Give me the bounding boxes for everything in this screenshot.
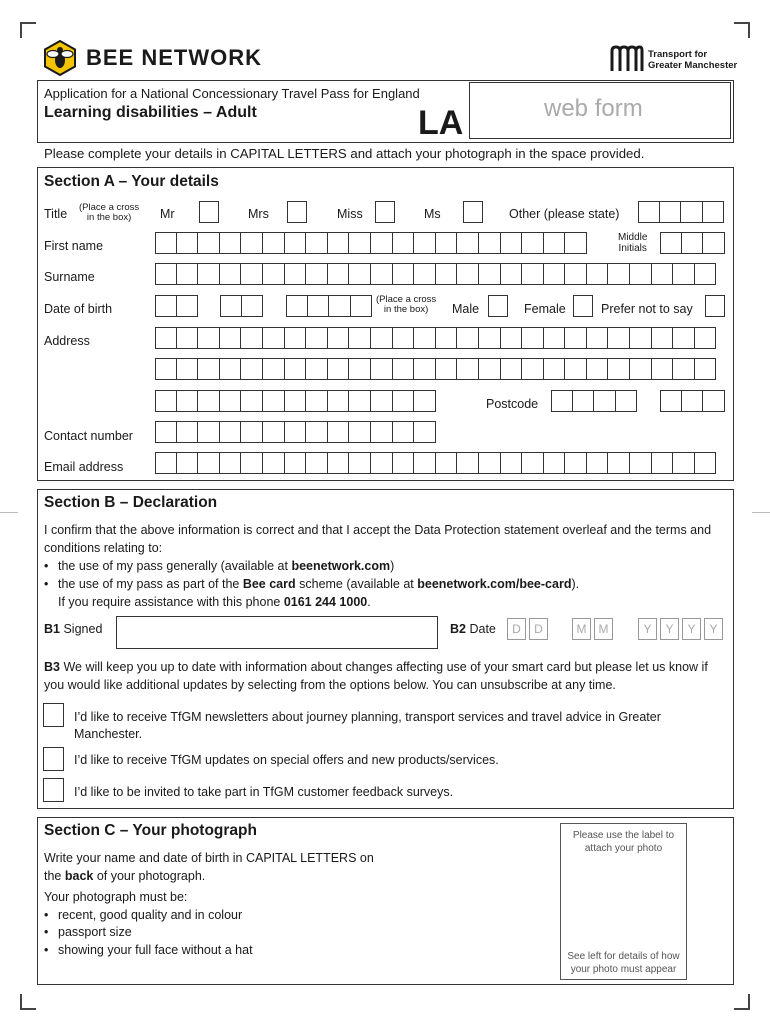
char-cell[interactable]	[638, 201, 660, 223]
char-cell[interactable]	[414, 421, 436, 443]
bullet1-post: )	[390, 559, 395, 573]
signature-field[interactable]	[116, 616, 438, 649]
char-cell[interactable]	[241, 452, 263, 474]
char-cell[interactable]	[306, 232, 328, 254]
char-cell[interactable]	[652, 452, 674, 474]
tfgm-line1: Transport for	[648, 49, 708, 60]
char-cell[interactable]	[155, 390, 177, 412]
address-line3-field[interactable]	[155, 390, 436, 412]
char-cell[interactable]	[285, 232, 307, 254]
char-cell[interactable]	[349, 263, 371, 285]
photo-requirements	[44, 889, 253, 959]
char-cell[interactable]	[544, 232, 566, 254]
bullet2-pre: the use of my pass as part of the	[58, 577, 243, 591]
gender-note: (Place a cross in the box)	[376, 294, 437, 315]
char-cell[interactable]	[308, 295, 330, 317]
char-cell[interactable]	[241, 327, 263, 349]
char-cell[interactable]	[198, 452, 220, 474]
char-cell[interactable]	[551, 390, 573, 412]
char-cell[interactable]	[414, 452, 436, 474]
char-cell[interactable]	[328, 421, 350, 443]
gender-prefer-not-label: Prefer not to say	[601, 302, 693, 316]
char-cell[interactable]	[608, 358, 630, 380]
char-cell[interactable]	[673, 358, 695, 380]
char-cell[interactable]	[155, 295, 177, 317]
form-subtitle: Application for a National Concessionary Travel Pass for England	[44, 86, 420, 101]
date-year-4[interactable]: Y	[704, 618, 723, 640]
char-cell[interactable]	[198, 390, 220, 412]
char-cell[interactable]	[371, 452, 393, 474]
char-cell[interactable]	[479, 358, 501, 380]
dob-label: Date of birth	[44, 302, 113, 316]
photo-instructions	[44, 849, 389, 885]
gender-prefer-not-checkbox[interactable]	[705, 295, 725, 317]
char-cell[interactable]	[703, 232, 725, 254]
char-cell[interactable]	[630, 327, 652, 349]
fold-mark-right	[752, 512, 770, 513]
char-cell[interactable]	[349, 327, 371, 349]
char-cell[interactable]	[285, 263, 307, 285]
tfgm-logo	[610, 45, 644, 76]
char-cell[interactable]	[220, 232, 242, 254]
bullet1-pre: the use of my pass generally (available at	[58, 559, 292, 573]
postcode-inward-field[interactable]	[660, 390, 725, 412]
b3-body: We will keep you up to date with information about changes affecting use of your smart card but please let us know if you would like additional updates by selecting from the options below. You can unsubscribe at any time.	[44, 660, 708, 692]
char-cell[interactable]	[565, 232, 587, 254]
char-cell[interactable]	[241, 232, 263, 254]
web-form-label: web form	[544, 95, 643, 122]
gender-male-checkbox[interactable]	[488, 295, 508, 317]
char-cell[interactable]	[328, 390, 350, 412]
assist-pre: If you require assistance with this phone	[58, 595, 284, 609]
char-cell[interactable]	[608, 327, 630, 349]
contact-number-field[interactable]	[155, 421, 436, 443]
char-cell[interactable]	[695, 452, 717, 474]
char-cell[interactable]	[630, 358, 652, 380]
char-cell[interactable]	[587, 452, 609, 474]
char-cell[interactable]	[285, 327, 307, 349]
char-cell[interactable]	[306, 358, 328, 380]
title-mrs-label: Mrs	[248, 207, 269, 221]
offers-checkbox[interactable]	[43, 747, 64, 771]
char-cell[interactable]	[306, 452, 328, 474]
char-cell[interactable]	[393, 232, 415, 254]
char-cell[interactable]	[177, 263, 199, 285]
surveys-checkbox[interactable]	[43, 778, 64, 802]
char-cell[interactable]	[371, 327, 393, 349]
char-cell[interactable]	[652, 358, 674, 380]
form-code: LA	[418, 104, 464, 142]
char-cell[interactable]	[501, 358, 523, 380]
char-cell[interactable]	[285, 452, 307, 474]
char-cell[interactable]	[349, 232, 371, 254]
char-cell[interactable]	[349, 390, 371, 412]
char-cell[interactable]	[544, 358, 566, 380]
char-cell[interactable]	[673, 263, 695, 285]
char-cell[interactable]	[703, 201, 725, 223]
char-cell[interactable]	[673, 327, 695, 349]
section-c-heading: Section C – Your photograph	[44, 822, 257, 839]
char-cell[interactable]	[328, 232, 350, 254]
char-cell[interactable]	[351, 295, 373, 317]
char-cell[interactable]	[263, 421, 285, 443]
char-cell[interactable]	[544, 452, 566, 474]
char-cell[interactable]	[263, 358, 285, 380]
char-cell[interactable]	[457, 452, 479, 474]
char-cell[interactable]	[660, 201, 682, 223]
date-day-2[interactable]: D	[529, 618, 548, 640]
photo-intro-pre: Write your name and date of birth in CAPITAL LETTERS on the	[44, 851, 374, 883]
date-year-2[interactable]: Y	[660, 618, 679, 640]
char-cell[interactable]	[682, 232, 704, 254]
char-cell[interactable]	[241, 390, 263, 412]
char-cell[interactable]	[286, 295, 308, 317]
title-mr-label: Mr	[160, 207, 175, 221]
char-cell[interactable]	[587, 327, 609, 349]
photo-intro-bold: back	[64, 869, 94, 883]
char-cell[interactable]	[371, 390, 393, 412]
char-cell[interactable]	[241, 421, 263, 443]
char-cell[interactable]	[457, 232, 479, 254]
contact-number-label: Contact number	[44, 429, 133, 443]
b2-date-label	[450, 622, 496, 636]
char-cell[interactable]	[306, 327, 328, 349]
char-cell[interactable]	[436, 452, 458, 474]
email-label: Email address	[44, 460, 124, 474]
char-cell[interactable]	[587, 263, 609, 285]
title-ms-label: Ms	[424, 207, 441, 221]
char-cell[interactable]	[660, 232, 682, 254]
b3-text	[44, 658, 728, 694]
char-cell[interactable]	[457, 358, 479, 380]
char-cell[interactable]	[241, 263, 263, 285]
b1-text: Signed	[63, 622, 103, 636]
char-cell[interactable]	[285, 358, 307, 380]
char-cell[interactable]	[328, 327, 350, 349]
email-field[interactable]	[155, 452, 716, 474]
title-ms-checkbox[interactable]	[463, 201, 483, 223]
char-cell[interactable]	[263, 263, 285, 285]
char-cell[interactable]	[436, 232, 458, 254]
crop-mark-br	[734, 994, 750, 1010]
char-cell[interactable]	[587, 358, 609, 380]
bee-logo	[43, 40, 77, 79]
char-cell[interactable]	[660, 390, 682, 412]
char-cell[interactable]	[501, 263, 523, 285]
char-cell[interactable]	[695, 327, 717, 349]
gender-female-checkbox[interactable]	[573, 295, 593, 317]
char-cell[interactable]	[457, 263, 479, 285]
char-cell[interactable]	[242, 295, 264, 317]
newsletter-checkbox[interactable]	[43, 703, 64, 727]
date-month-1[interactable]: M	[572, 618, 591, 640]
char-cell[interactable]	[220, 390, 242, 412]
fold-mark-left	[0, 512, 18, 513]
char-cell[interactable]	[652, 263, 674, 285]
bullet2-mid: scheme (available at	[295, 577, 418, 591]
middle-initials-field[interactable]	[660, 232, 725, 254]
char-cell[interactable]	[436, 327, 458, 349]
char-cell[interactable]	[594, 390, 616, 412]
char-cell[interactable]	[220, 421, 242, 443]
char-cell[interactable]	[220, 295, 242, 317]
char-cell[interactable]	[522, 327, 544, 349]
gender-female-label: Female	[524, 302, 566, 316]
bee-card-term: Bee card	[242, 577, 296, 591]
char-cell[interactable]	[479, 232, 501, 254]
char-cell[interactable]	[544, 263, 566, 285]
char-cell[interactable]	[328, 452, 350, 474]
beenetwork-link[interactable]: beenetwork.com	[291, 559, 391, 573]
char-cell[interactable]	[630, 263, 652, 285]
char-cell[interactable]	[198, 358, 220, 380]
surveys-label: I’d like to be invited to take part in TfGM customer feedback surveys.	[74, 785, 454, 799]
b1-signed-label	[44, 622, 102, 636]
dob-year-field[interactable]	[286, 295, 372, 317]
char-cell[interactable]	[198, 327, 220, 349]
char-cell[interactable]	[177, 421, 199, 443]
b2-text: Date	[469, 622, 496, 636]
char-cell[interactable]	[501, 232, 523, 254]
char-cell[interactable]	[608, 263, 630, 285]
char-cell[interactable]	[573, 390, 595, 412]
char-cell[interactable]	[393, 327, 415, 349]
char-cell[interactable]	[393, 452, 415, 474]
char-cell[interactable]	[501, 452, 523, 474]
char-cell[interactable]	[544, 327, 566, 349]
char-cell[interactable]	[414, 232, 436, 254]
char-cell[interactable]	[414, 390, 436, 412]
char-cell[interactable]	[393, 358, 415, 380]
char-cell[interactable]	[263, 452, 285, 474]
char-cell[interactable]	[565, 358, 587, 380]
b1-code: B1	[44, 622, 60, 636]
tfgm-icon	[610, 45, 644, 73]
char-cell[interactable]	[695, 263, 717, 285]
first-name-label: First name	[44, 239, 104, 253]
photo-bullets	[44, 907, 253, 960]
char-cell[interactable]	[155, 452, 177, 474]
char-cell[interactable]	[630, 452, 652, 474]
char-cell[interactable]	[393, 390, 415, 412]
char-cell[interactable]	[436, 358, 458, 380]
b3-code: B3	[44, 660, 60, 674]
crop-mark-tr	[734, 22, 750, 38]
char-cell[interactable]	[479, 263, 501, 285]
char-cell[interactable]	[695, 358, 717, 380]
section-b-heading: Section B – Declaration	[44, 494, 218, 511]
capitals-instruction: Please complete your details in CAPITAL LETTERS and attach your photograph in the space provided.	[44, 146, 645, 161]
bee-card-link[interactable]: beenetwork.com/bee-card	[417, 577, 572, 591]
dob-month-field[interactable]	[220, 295, 263, 317]
char-cell[interactable]	[177, 327, 199, 349]
char-cell[interactable]	[479, 452, 501, 474]
surname-field[interactable]	[155, 263, 716, 285]
char-cell[interactable]	[608, 452, 630, 474]
char-cell[interactable]	[177, 232, 199, 254]
photo-must-be: Your photograph must be:	[44, 890, 188, 904]
char-cell[interactable]	[328, 263, 350, 285]
brand-name: BEE NETWORK	[86, 45, 262, 70]
gender-male-label: Male	[452, 302, 480, 316]
photo-bullet-1: • recent, good quality and in colour	[44, 907, 253, 925]
char-cell[interactable]	[565, 452, 587, 474]
title-other-label: Other (please state)	[509, 207, 620, 221]
newsletter-label: I’d like to receive TfGM newsletters about journey planning, transport services and travel advice in Greater Manchester.	[74, 710, 661, 741]
title-miss-label: Miss	[337, 207, 363, 221]
crop-mark-bl	[20, 994, 36, 1010]
dob-day-field[interactable]	[155, 295, 198, 317]
postcode-label: Postcode	[486, 397, 539, 411]
title-label: Title	[44, 207, 68, 221]
address-line1-field[interactable]	[155, 327, 716, 349]
char-cell[interactable]	[414, 358, 436, 380]
address-line2-field[interactable]	[155, 358, 716, 380]
photo-label-bottom: See left for details of how your photo must appear	[567, 951, 680, 975]
assist-post: .	[367, 595, 371, 609]
char-cell[interactable]	[393, 263, 415, 285]
title-mrs-checkbox[interactable]	[287, 201, 307, 223]
char-cell[interactable]	[220, 327, 242, 349]
bullet2-post: ).	[571, 577, 580, 591]
form-title: Learning disabilities – Adult	[44, 104, 257, 121]
char-cell[interactable]	[263, 232, 285, 254]
title-mr-checkbox[interactable]	[199, 201, 219, 223]
char-cell[interactable]	[393, 421, 415, 443]
first-name-field[interactable]	[155, 232, 587, 254]
photo-bullet-2: • passport size	[44, 924, 253, 942]
declaration-bullets	[44, 557, 724, 593]
date-day-1[interactable]: D	[507, 618, 526, 640]
char-cell[interactable]	[703, 390, 725, 412]
char-cell[interactable]	[177, 295, 199, 317]
char-cell[interactable]	[414, 263, 436, 285]
tfgm-line2: Greater Manchester	[648, 60, 738, 71]
char-cell[interactable]	[349, 358, 371, 380]
char-cell[interactable]	[673, 452, 695, 474]
photo-bullet-3: • showing your full face without a hat	[44, 942, 253, 960]
char-cell[interactable]	[306, 390, 328, 412]
char-cell[interactable]	[652, 327, 674, 349]
assistance-line	[44, 593, 724, 611]
char-cell[interactable]	[414, 327, 436, 349]
declaration-intro: I confirm that the above information is correct and that I accept the Data Protection statement overleaf and the terms and conditions relating to:	[44, 523, 712, 555]
char-cell[interactable]	[329, 295, 351, 317]
char-cell[interactable]	[263, 327, 285, 349]
date-month-2[interactable]: M	[594, 618, 613, 640]
char-cell[interactable]	[306, 263, 328, 285]
offers-label: I’d like to receive TfGM updates on special offers and new products/services.	[74, 753, 499, 767]
char-cell[interactable]	[198, 421, 220, 443]
declaration-text	[44, 521, 724, 611]
char-cell[interactable]	[155, 232, 177, 254]
char-cell[interactable]	[616, 390, 638, 412]
date-year-1[interactable]: Y	[638, 618, 657, 640]
char-cell[interactable]	[177, 452, 199, 474]
title-note: (Place a cross in the box)	[79, 202, 140, 223]
declaration-bullet-1	[44, 557, 724, 575]
char-cell[interactable]	[371, 232, 393, 254]
bee-icon	[43, 40, 77, 76]
photo-label-top: Please use the label to attach your photo	[572, 830, 675, 854]
section-a-heading: Section A – Your details	[44, 173, 219, 190]
char-cell[interactable]	[220, 263, 242, 285]
char-cell[interactable]	[220, 452, 242, 474]
assist-phone: 0161 244 1000	[283, 595, 368, 609]
char-cell[interactable]	[371, 263, 393, 285]
char-cell[interactable]	[155, 358, 177, 380]
char-cell[interactable]	[682, 390, 704, 412]
char-cell[interactable]	[522, 263, 544, 285]
char-cell[interactable]	[263, 390, 285, 412]
char-cell[interactable]	[681, 201, 703, 223]
photo-intro-post: of your photograph.	[93, 869, 206, 883]
char-cell[interactable]	[306, 421, 328, 443]
b2-code: B2	[450, 622, 466, 636]
char-cell[interactable]	[198, 232, 220, 254]
char-cell[interactable]	[285, 390, 307, 412]
char-cell[interactable]	[349, 452, 371, 474]
char-cell[interactable]	[155, 327, 177, 349]
char-cell[interactable]	[436, 263, 458, 285]
surname-label: Surname	[44, 270, 95, 284]
char-cell[interactable]	[522, 452, 544, 474]
char-cell[interactable]	[198, 263, 220, 285]
char-cell[interactable]	[565, 263, 587, 285]
char-cell[interactable]	[349, 421, 371, 443]
char-cell[interactable]	[479, 327, 501, 349]
char-cell[interactable]	[457, 327, 479, 349]
char-cell[interactable]	[155, 263, 177, 285]
address-label: Address	[44, 334, 90, 348]
char-cell[interactable]	[501, 327, 523, 349]
char-cell[interactable]	[220, 358, 242, 380]
char-cell[interactable]	[371, 421, 393, 443]
char-cell[interactable]	[522, 232, 544, 254]
char-cell[interactable]	[328, 358, 350, 380]
char-cell[interactable]	[285, 421, 307, 443]
char-cell[interactable]	[241, 358, 263, 380]
date-year-3[interactable]: Y	[682, 618, 701, 640]
char-cell[interactable]	[155, 421, 177, 443]
middle-initials-label: Middle Initials	[618, 232, 648, 254]
char-cell[interactable]	[177, 390, 199, 412]
char-cell[interactable]	[371, 358, 393, 380]
title-other-field[interactable]	[638, 201, 724, 223]
crop-mark-tl	[20, 22, 36, 38]
declaration-bullet-2	[44, 575, 724, 593]
char-cell[interactable]	[177, 358, 199, 380]
title-miss-checkbox[interactable]	[375, 201, 395, 223]
tfgm-text	[648, 49, 737, 71]
postcode-outward-field[interactable]	[551, 390, 637, 412]
char-cell[interactable]	[565, 327, 587, 349]
char-cell[interactable]	[522, 358, 544, 380]
